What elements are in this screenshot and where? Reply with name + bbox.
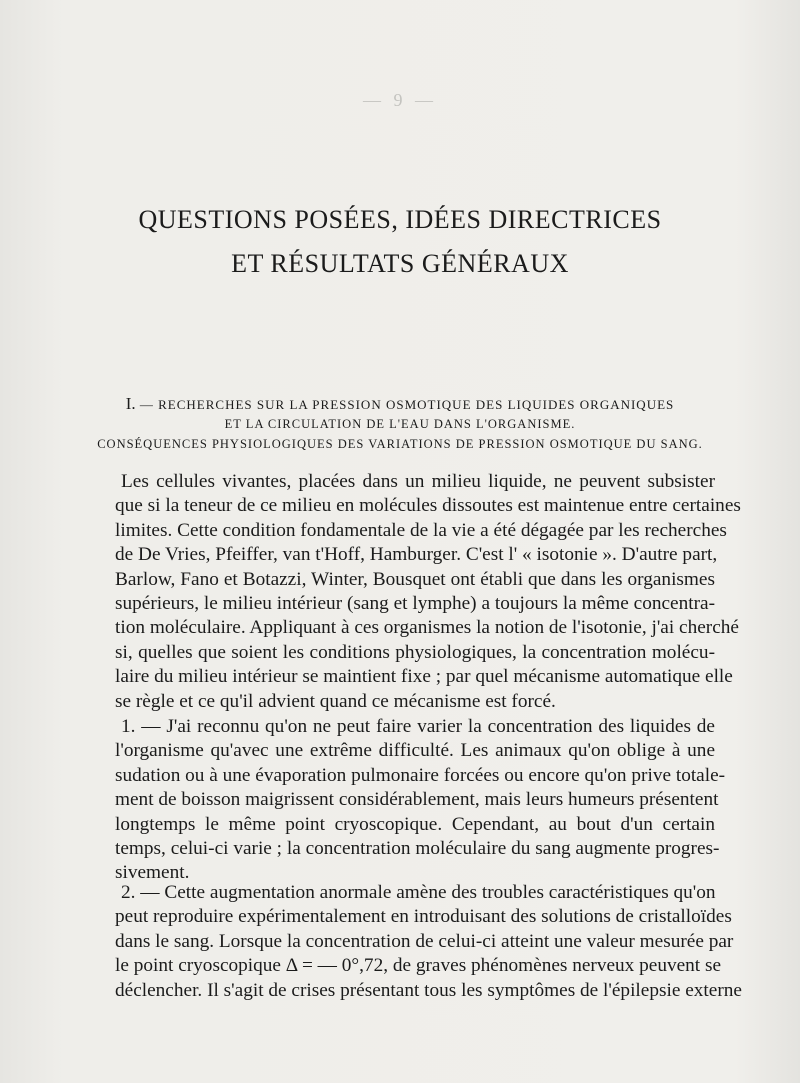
text-line: sudation ou à une évaporation pulmonaire forcées ou encore qu'on prive totale- — [115, 764, 726, 786]
text-line: se règle et ce qu'il advient quand ce mécanisme est forcé. — [115, 690, 556, 712]
text-line: temps, celui-ci varie ; la concentration moléculaire du sang augmente progres- — [115, 837, 720, 859]
text-line: Les cellules vivantes, placées dans un milieu liquide, ne peuvent subsister — [121, 471, 715, 492]
text-line: sivement. — [115, 862, 190, 884]
text-line: de De Vries, Pfeiffer, van t'Hoff, Hamburger. C'est l' « isotonie ». D'autre part, — [115, 544, 718, 566]
text-line: si, quelles que soient les conditions physiologiques, la concentration molécu- — [115, 641, 715, 663]
text-line: 1. — J'ai reconnu qu'on ne peut faire varier la concentration des liquides de — [121, 716, 715, 737]
section-number: I. — [125, 394, 136, 413]
text-line: tion moléculaire. Appliquant à ces organismes la notion de l'isotonie, j'ai cherché — [115, 617, 739, 639]
text-line: laire du milieu intérieur se maintient fixe ; par quel mécanisme automatique elle — [115, 666, 733, 688]
section-heading-line-2: ET LA CIRCULATION DE L'EAU DANS L'ORGANISME. — [224, 417, 576, 431]
title-line-1: QUESTIONS POSÉES, IDÉES DIRECTRICES — [138, 205, 662, 234]
text-line: l'organisme qu'avec une extrême difficulté. Les animaux qu'on oblige à une — [115, 740, 715, 762]
text-line: 2. — Cette augmentation anormale amène des troubles caractéristiques qu'on — [121, 882, 716, 903]
text-line: déclencher. Il s'agit de crises présentant tous les symptômes de l'épilepsie externe — [115, 979, 742, 1001]
text-line: le point cryoscopique Δ = — 0°,72, de graves phénomènes nerveux peuvent se — [115, 955, 722, 977]
paragraph-2 — [115, 715, 726, 886]
text-line: ment de boisson maigrissent considérablement, mais leurs humeurs présentent — [115, 789, 719, 811]
text-line: peut reproduire expérimentalement en introduisant des solutions de cristalloïdes — [115, 906, 732, 928]
text-line: que si la teneur de ce milieu en molécules dissoutes est maintenue entre certaines — [115, 495, 741, 517]
paragraph-3 — [115, 881, 742, 1003]
paragraph-1 — [115, 470, 741, 714]
page-number: — 9 — — [363, 90, 437, 110]
text-line: longtemps le même point cryoscopique. Cependant, au bout d'un certain — [115, 813, 715, 835]
text-line: Barlow, Fano et Botazzi, Winter, Bousquet ont établi que dans les organismes — [115, 568, 715, 590]
text-line: limites. Cette condition fondamentale de la vie a été dégagée par les recherches — [115, 519, 727, 541]
section-heading-line-1 — [0, 394, 800, 414]
text-line: dans le sang. Lorsque la concentration de celui-ci atteint une valeur mesurée par — [115, 930, 734, 952]
text-line: supérieurs, le milieu intérieur (sang et lymphe) a toujours la même concentra- — [115, 592, 715, 614]
section-title-line-1: — RECHERCHES SUR LA PRESSION OSMOTIQUE DES LIQUIDES ORGANIQUES — [139, 397, 675, 412]
section-heading-line-3: CONSÉQUENCES PHYSIOLOGIQUES DES VARIATIONS DE PRESSION OSMOTIQUE DU SANG. — [97, 437, 703, 451]
title-line-2: ET RÉSULTATS GÉNÉRAUX — [231, 249, 569, 278]
